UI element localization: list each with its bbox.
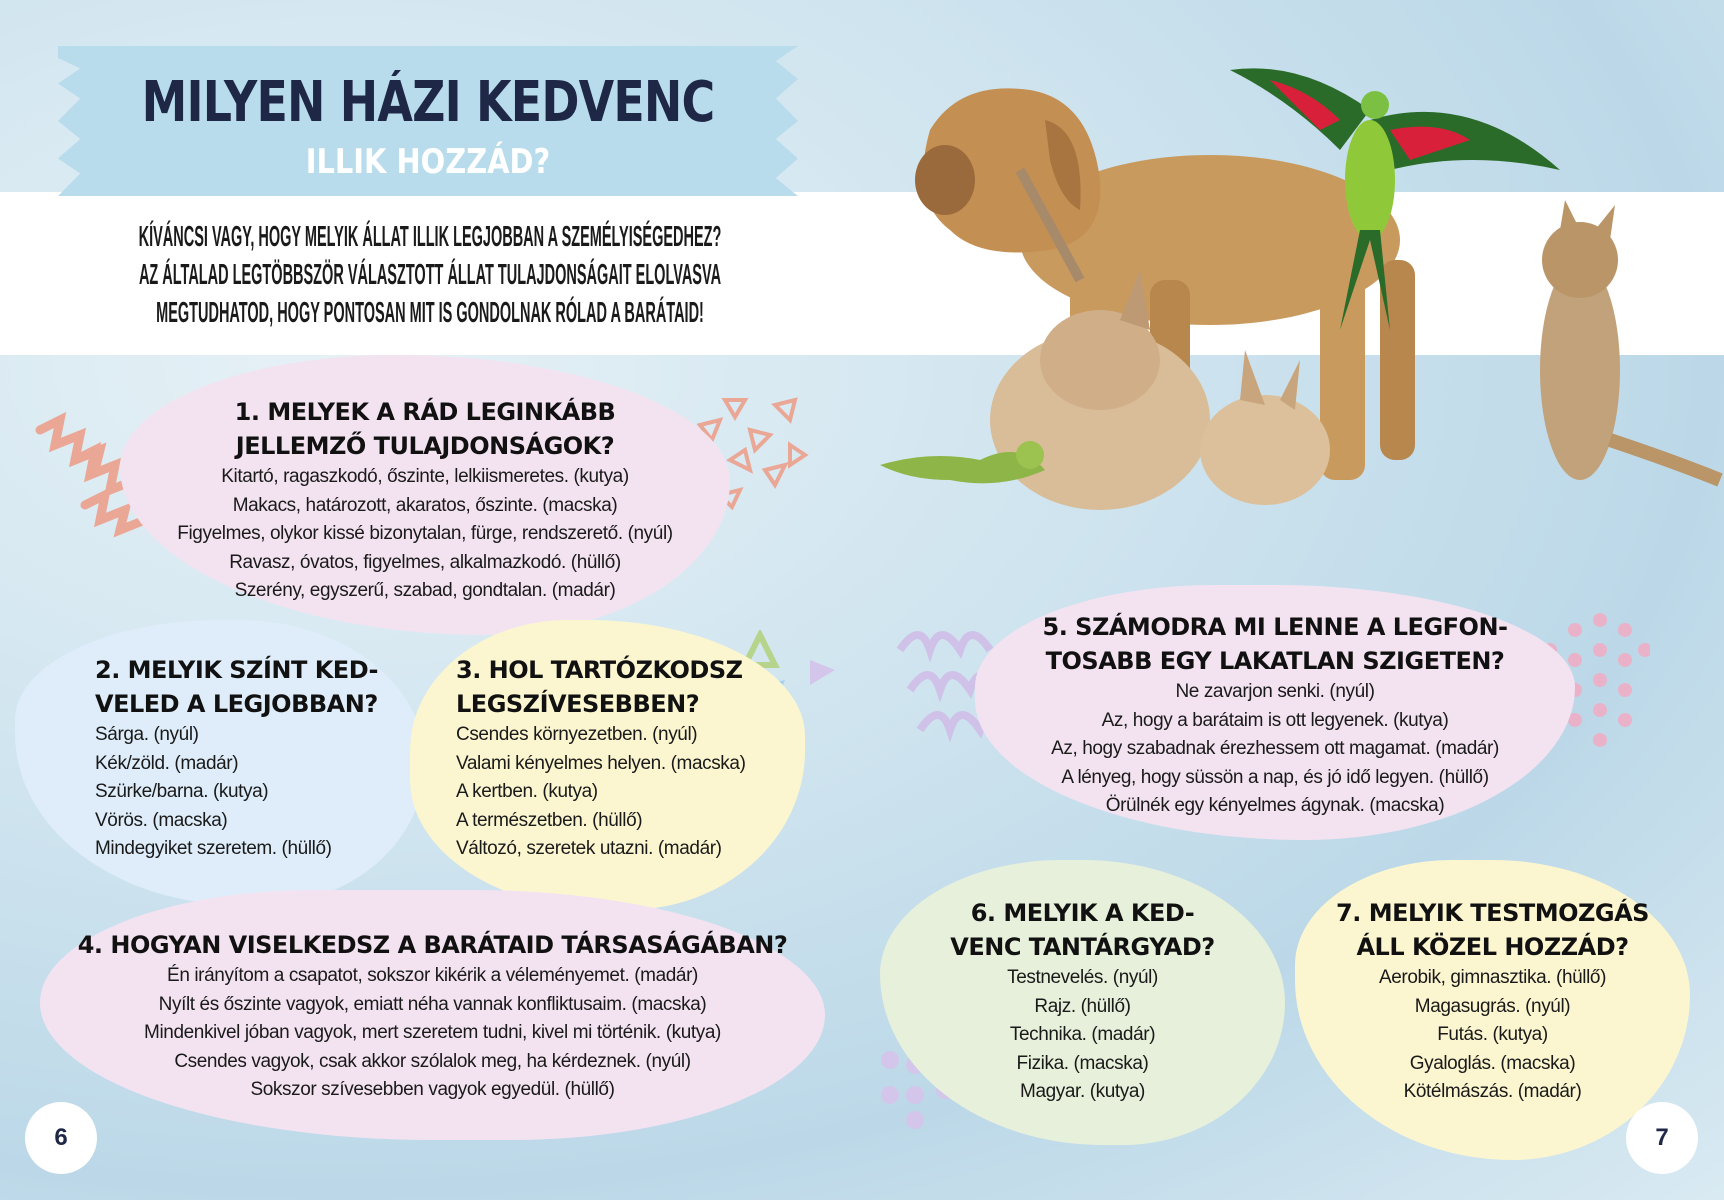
- page-number-left: 6: [25, 1102, 97, 1174]
- question-heading: VENC TANTÁRGYAD?: [950, 933, 1215, 961]
- answer-item: Mindenkivel jóban vagyok, mert szeretem tudni, kivel mi történik. (kutya): [144, 1022, 721, 1044]
- question-heading: 1. MELYEK A RÁD LEGINKÁBB: [234, 398, 616, 426]
- answer-item: A természetben. (hüllő): [456, 809, 643, 831]
- intro-text: [60, 218, 800, 332]
- answer-item: Sárga. (nyúl): [95, 724, 199, 745]
- page-subtitle: ILLIK HOZZÁD?: [305, 142, 551, 182]
- answer-item: Csendes környezetben. (nyúl): [456, 724, 698, 745]
- question-heading: 7. MELYIK TESTMOZGÁS: [1336, 899, 1649, 927]
- answer-item: Rajz. (hüllő): [1034, 995, 1131, 1017]
- intro-line: KÍVÁNCSI VAGY, HOGY MELYIK ÁLLAT ILLIK LEGJOBBAN A SZEMÉLYISÉGEDHEZ?: [138, 221, 722, 253]
- question-heading: JELLEMZŐ TULAJDONSÁGOK?: [235, 432, 615, 460]
- lizard-image: [880, 441, 1045, 483]
- question-2-card: [15, 620, 425, 905]
- question-heading: TOSABB EGY LAKATLAN SZIGETEN?: [1045, 647, 1505, 675]
- answer-item: Az, hogy a barátaim is ott legyenek. (kutya): [1101, 709, 1449, 731]
- question-heading: VELED A LEGJOBBAN?: [95, 690, 378, 718]
- answer-item: Az, hogy szabadnak érezhessem ott magamat. (madár): [1051, 738, 1499, 760]
- pets-photo: [870, 40, 1724, 550]
- answer-item: Csendes vagyok, csak akkor szólalok meg, ha kérdeznek. (nyúl): [174, 1050, 691, 1072]
- question-5-card: [975, 585, 1575, 840]
- question-heading: LEGSZÍVESEBBEN?: [456, 690, 700, 718]
- answer-item: Testnevelés. (nyúl): [1007, 967, 1158, 988]
- answer-item: Aerobik, gimnasztika. (hüllő): [1378, 967, 1607, 988]
- question-heading: 3. HOL TARTÓZKODSZ: [456, 656, 743, 684]
- question-heading: ÁLL KÖZEL HOZZÁD?: [1356, 933, 1629, 961]
- question-6-card: [880, 860, 1285, 1145]
- answer-item: Ravasz, óvatos, figyelmes, alkalmazkodó. (hüllő): [229, 551, 621, 573]
- question-heading: 5. SZÁMODRA MI LENNE A LEGFON-: [1042, 613, 1508, 641]
- answer-item: Én irányítom a csapatot, sokszor kikérik a véleményemet. (madár): [167, 965, 698, 986]
- answer-item: Változó, szeretek utazni. (madár): [456, 838, 722, 860]
- answer-item: Valami kényelmes helyen. (macska): [456, 752, 746, 774]
- page-number-right: 7: [1626, 1102, 1698, 1174]
- answer-item: A kertben. (kutya): [456, 781, 598, 803]
- page-title: MILYEN HÁZI KEDVENC: [141, 70, 715, 135]
- question-3-card: [410, 620, 805, 910]
- question-heading: 4. HOGYAN VISELKEDSZ A BARÁTAID TÁRSASÁGÁBAN?: [77, 931, 788, 959]
- answer-item: Vörös. (macska): [95, 809, 228, 831]
- answer-item: Sokszor szívesebben vagyok egyedül. (hüllő): [250, 1079, 615, 1101]
- answer-item: Nyílt és őszinte vagyok, emiatt néha vannak konfliktusaim. (macska): [158, 993, 707, 1015]
- question-4-card: [40, 890, 825, 1140]
- answer-item: Magasugrás. (nyúl): [1414, 995, 1571, 1017]
- answer-item: Örülnék egy kényelmes ágynak. (macska): [1105, 795, 1445, 817]
- question-heading: 6. MELYIK A KED-: [970, 899, 1195, 927]
- answer-item: Ne zavarjon senki. (nyúl): [1175, 681, 1375, 702]
- intro-line: AZ ÁLTALAD LEGTÖBBSZÖR VÁLASZTOTT ÁLLAT TULAJDONSÁGAIT ELOLVASVA: [138, 259, 722, 291]
- answer-item: Gyaloglás. (macska): [1409, 1052, 1576, 1074]
- answer-item: Kötélmászás. (madár): [1403, 1081, 1582, 1103]
- answer-item: Figyelmes, olykor kissé bizonytalan, fürge, rendszerető. (nyúl): [177, 523, 673, 545]
- cat-image: [1540, 200, 1720, 480]
- answer-item: Kék/zöld. (madár): [95, 752, 239, 774]
- answer-item: Magyar. (kutya): [1020, 1081, 1145, 1103]
- answer-item: Mindegyiket szeretem. (hüllő): [95, 838, 332, 860]
- answer-item: Makacs, határozott, akaratos, őszinte. (macska): [232, 494, 618, 516]
- question-heading: 2. MELYIK SZÍNT KED-: [95, 656, 379, 684]
- answer-item: Szerény, egyszerű, szabad, gondtalan. (madár): [234, 580, 616, 602]
- answer-item: Kitartó, ragaszkodó, őszinte, lelkiismeretes. (kutya): [221, 466, 629, 487]
- question-7-card: [1295, 860, 1690, 1160]
- question-1-card: [120, 355, 730, 635]
- intro-line: MEGTUDHATOD, HOGY PONTOSAN MIT IS GONDOLNAK RÓLAD A BARÁTAID!: [156, 297, 704, 329]
- answer-item: Fizika. (macska): [1016, 1052, 1149, 1074]
- answer-item: Szürke/barna. (kutya): [95, 781, 269, 803]
- answer-item: Technika. (madár): [1009, 1024, 1156, 1046]
- answer-item: Futás. (kutya): [1437, 1024, 1548, 1046]
- answer-item: A lényeg, hogy süssön a nap, és jó idő legyen. (hüllő): [1061, 766, 1489, 788]
